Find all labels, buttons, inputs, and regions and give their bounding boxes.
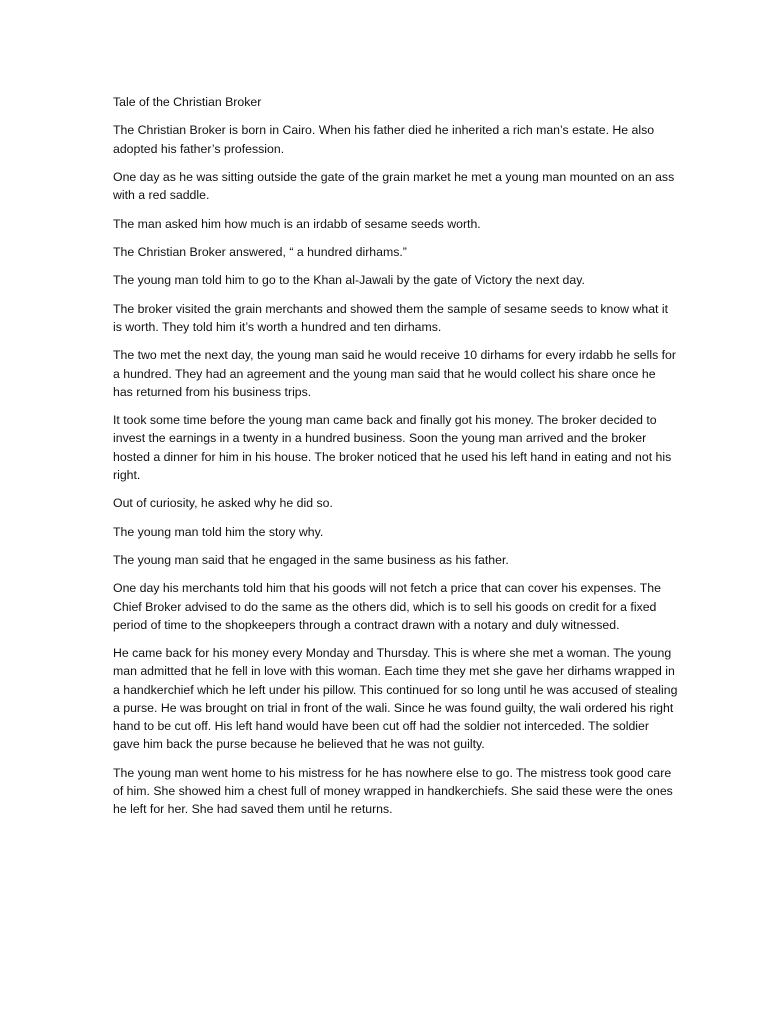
- paragraph: One day as he was sitting outside the gate of the grain market he met a young man mounted on an ass with a red saddle.: [113, 169, 675, 203]
- paragraph: Out of curiosity, he asked why he did so.: [113, 496, 333, 511]
- document-page: [113, 93, 678, 828]
- paragraph: It took some time before the young man came back and finally got his money. The broker decided to invest the earnings in a twenty in a hundred business. Soon the young man arrived and the broker hosted a dinner for him in his house. The broker noticed that he used his left hand in eating and not his right.: [113, 413, 672, 482]
- paragraph: The Christian Broker answered, “ a hundred dirhams.”: [113, 244, 407, 259]
- paragraph: The young man said that he engaged in the same business as his father.: [113, 552, 509, 567]
- document-title: Tale of the Christian Broker: [113, 95, 262, 109]
- paragraph: The two met the next day, the young man said he would receive 10 dirhams for every irdabb he sells for a hundred. They had an agreement and the young man said that he would collect his share once he has returned from his business trips.: [113, 348, 676, 399]
- paragraph: The broker visited the grain merchants and showed them the sample of sesame seeds to know what it is worth. They told him it’s worth a hundred and ten dirhams.: [113, 301, 669, 334]
- paragraph: The man asked him how much is an irdabb of sesame seeds worth.: [113, 216, 481, 231]
- paragraph: The young man told him to go to the Khan al-Jawali by the gate of Victory the next day.: [113, 273, 585, 288]
- paragraph: The Christian Broker is born in Cairo. When his father died he inherited a rich man’s estate. He also adopted his father’s profession.: [113, 123, 655, 156]
- paragraph: The young man told him the story why.: [113, 524, 324, 539]
- paragraph: One day his merchants told him that his goods will not fetch a price that can cover his expenses. The Chief Broker advised to do the same as the others did, which is to sell his goods on credit for a fixed period of time to the shopkeepers through a contract drawn with a notary and duly witnessed.: [113, 581, 661, 632]
- paragraph: The young man went home to his mistress for he has nowhere else to go. The mistress took good care of him. She showed him a chest full of money wrapped in handkerchiefs. She said these were the ones he left for her. She had saved them until he returns.: [113, 765, 673, 816]
- paragraph: He came back for his money every Monday and Thursday. This is where she met a woman. The young man admitted that he fell in love with this woman. Each time they met she gave her dirhams wrapped in a handkerchief which he left under his pillow. This continued for so long until he was accused of stealing a purse. He was brought on trial in front of the wali. Since he was found guilty, the wali ordered his right hand to be cut off. His left hand would have been cut off had the soldier not interceded. The soldier gave him back the purse because he believed that he was not guilty.: [113, 646, 678, 752]
